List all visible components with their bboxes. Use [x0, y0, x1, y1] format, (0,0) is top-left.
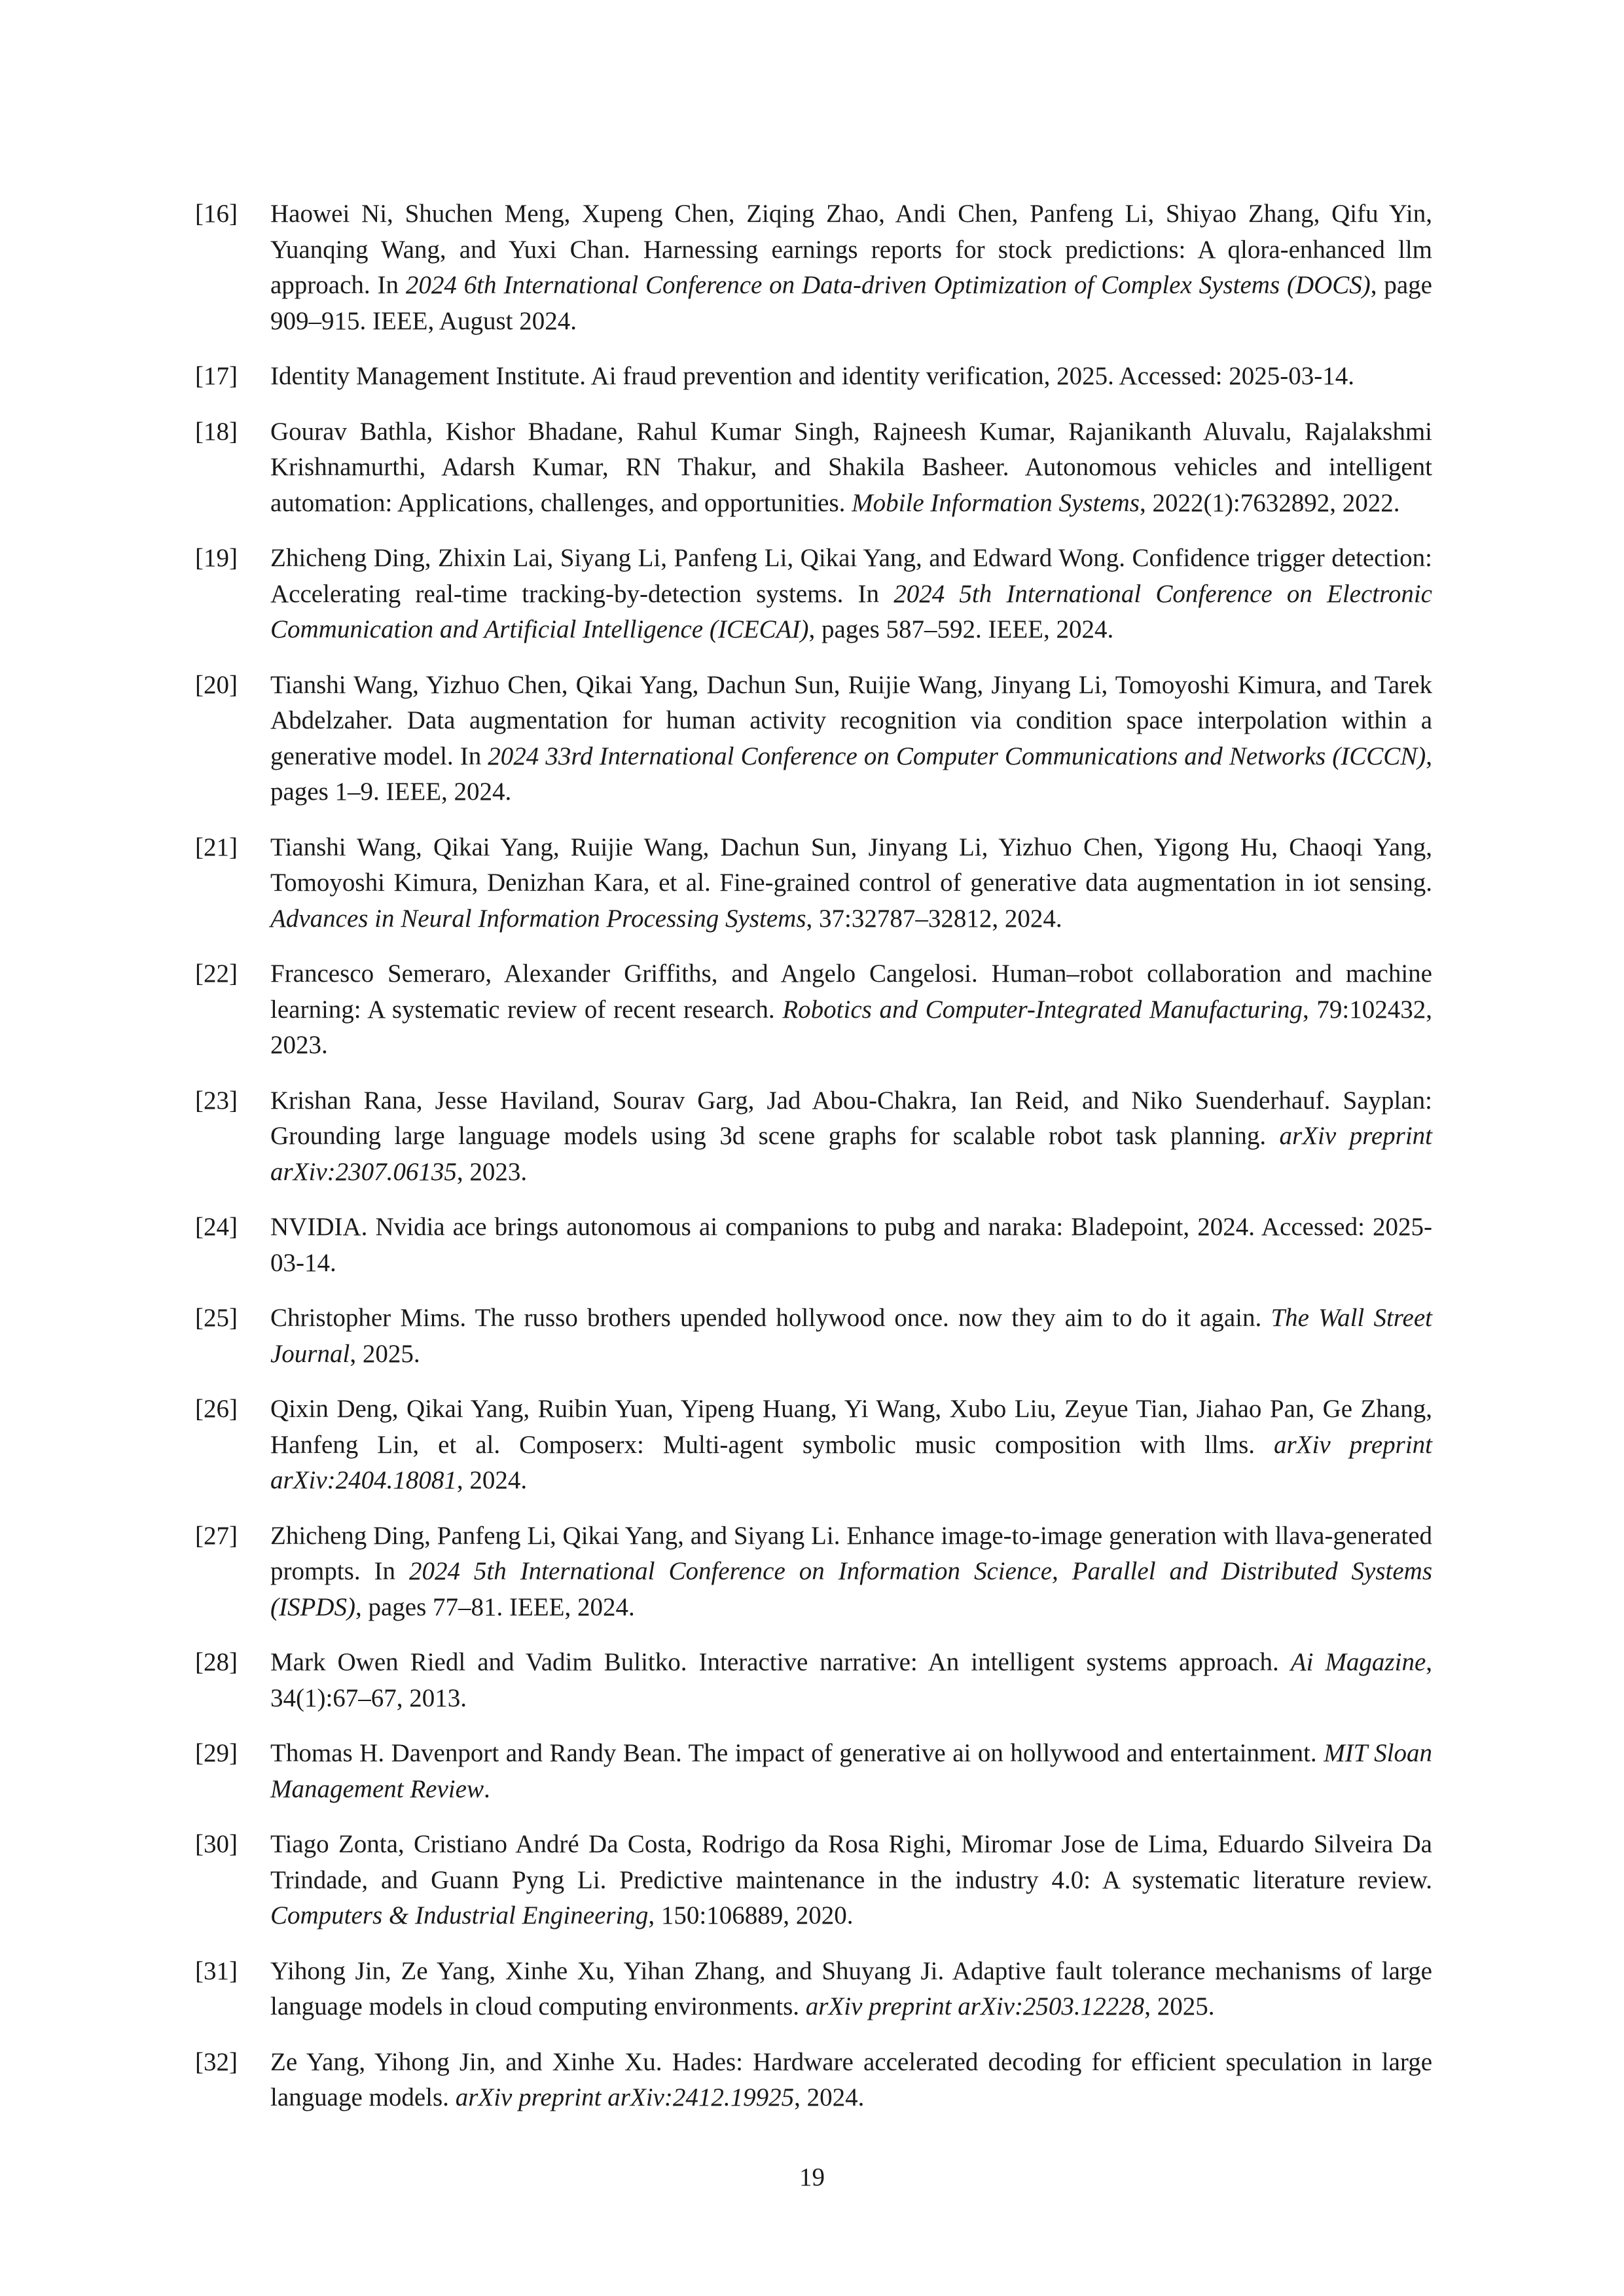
- reference-text: [270, 1518, 1432, 1626]
- reference-item: [195, 414, 1432, 522]
- reference-segment: , 37:32787–32812, 2024.: [806, 904, 1062, 933]
- reference-venue: MIT Sloan Management Review: [270, 1739, 1432, 1803]
- reference-number: [20]: [195, 670, 238, 699]
- reference-segment: , 79:102432, 2023.: [270, 995, 1432, 1059]
- reference-segment: , 2023.: [456, 1157, 528, 1186]
- reference-segment: Identity Management Institute. Ai fraud prevention and identity verification, 2025. Accessed: 2025-03-14.: [270, 362, 1354, 390]
- reference-segment: , 2022(1):7632892, 2022.: [1139, 488, 1400, 517]
- reference-text: [270, 1391, 1432, 1499]
- reference-item: [195, 1083, 1432, 1191]
- reference-number: [28]: [195, 1648, 238, 1676]
- reference-text: [270, 1083, 1432, 1191]
- reference-text: [270, 541, 1432, 648]
- reference-number: [18]: [195, 417, 238, 446]
- reference-item: [195, 1827, 1432, 1934]
- reference-text: [270, 956, 1432, 1064]
- reference-item: [195, 1954, 1432, 2025]
- reference-number: [25]: [195, 1304, 238, 1332]
- reference-segment: , 2024.: [794, 2083, 865, 2111]
- reference-number: [16]: [195, 200, 238, 228]
- reference-segment: Christopher Mims. The russo brothers upended hollywood once. now they aim to do it again.: [270, 1304, 1271, 1332]
- reference-item: [195, 196, 1432, 339]
- reference-text: [270, 1645, 1432, 1716]
- reference-segment: , page 909–915. IEEE, August 2024.: [270, 271, 1432, 335]
- reference-text: [270, 1827, 1432, 1934]
- reference-venue: Ai Magazine: [1290, 1648, 1426, 1676]
- reference-segment: , 2024.: [456, 1466, 528, 1494]
- reference-number: [17]: [195, 362, 238, 390]
- reference-number: [22]: [195, 960, 238, 988]
- reference-text: [270, 668, 1432, 810]
- reference-text: [270, 359, 1432, 395]
- reference-segment: Yihong Jin, Ze Yang, Xinhe Xu, Yihan Zhang, and Shuyang Ji. Adaptive fault tolerance mechanisms of large language models in cloud computing environments.: [270, 1956, 1432, 2020]
- reference-segment: Haowei Ni, Shuchen Meng, Xupeng Chen, Ziqing Zhao, Andi Chen, Panfeng Li, Shiyao Zhang, Qifu Yin, Yuanqing Wang, and Yuxi Chan. Harnessing earnings reports for stock predictions: A qlora-enhanced llm approach. In: [270, 200, 1432, 299]
- reference-venue: arXiv preprint arXiv:2412.19925: [455, 2083, 795, 2111]
- reference-venue: 2024 5th International Conference on Information Science, Parallel and Distributed Systems (ISPDS): [270, 1557, 1433, 1621]
- reference-number: [21]: [195, 833, 238, 861]
- reference-number: [29]: [195, 1739, 238, 1767]
- reference-number: [19]: [195, 544, 238, 572]
- reference-item: [195, 1518, 1432, 1626]
- reference-segment: Mark Owen Riedl and Vadim Bulitko. Interactive narrative: An intelligent systems approach.: [270, 1648, 1291, 1676]
- reference-item: [195, 668, 1432, 810]
- reference-number: [30]: [195, 1830, 238, 1858]
- reference-segment: NVIDIA. Nvidia ace brings autonomous ai companions to pubg and naraka: Bladepoint, 2024. Accessed: 2025-03-14.: [270, 1213, 1432, 1277]
- reference-segment: , pages 77–81. IEEE, 2024.: [355, 1592, 635, 1621]
- reference-item: [195, 1300, 1432, 1372]
- reference-segment: , pages 1–9. IEEE, 2024.: [270, 742, 1432, 806]
- reference-segment: Zhicheng Ding, Zhixin Lai, Siyang Li, Panfeng Li, Qikai Yang, and Edward Wong. Confidence trigger detection: Accelerating real-time tracking-by-detection systems. In: [270, 544, 1432, 608]
- reference-text: [270, 1210, 1432, 1281]
- reference-segment: , 34(1):67–67, 2013.: [270, 1648, 1433, 1712]
- reference-segment: .: [483, 1774, 490, 1803]
- reference-venue: arXiv preprint arXiv:2503.12228: [805, 1992, 1145, 2020]
- reference-text: [270, 1300, 1432, 1372]
- reference-text: [270, 830, 1432, 937]
- reference-segment: Tiago Zonta, Cristiano André Da Costa, Rodrigo da Rosa Righi, Miromar Jose de Lima, Eduardo Silveira Da Trindade, and Guann Pyng Li. Predictive maintenance in the industry 4.0: A systematic literature review.: [270, 1830, 1432, 1894]
- reference-item: [195, 541, 1432, 648]
- reference-number: [24]: [195, 1213, 238, 1241]
- reference-segment: , 150:106889, 2020.: [648, 1901, 854, 1929]
- reference-segment: Qixin Deng, Qikai Yang, Ruibin Yuan, Yipeng Huang, Yi Wang, Xubo Liu, Zeyue Tian, Jiahao Pan, Ge Zhang, Hanfeng Lin, et al. Composerx: Multi-agent symbolic music composition with llms.: [270, 1395, 1432, 1459]
- reference-venue: 2024 6th International Conference on Data-driven Optimization of Complex Systems (DOCS): [405, 271, 1371, 299]
- reference-venue: arXiv preprint arXiv:2307.06135: [270, 1122, 1432, 1186]
- reference-item: [195, 2045, 1432, 2116]
- reference-venue: 2024 33rd International Conference on Computer Communications and Networks (ICCCN): [488, 742, 1426, 770]
- reference-number: [27]: [195, 1521, 238, 1550]
- reference-venue: 2024 5th International Conference on Electronic Communication and Artificial Intelligence (ICECAI): [270, 579, 1432, 643]
- reference-venue: The Wall Street Journal: [270, 1304, 1432, 1368]
- reference-segment: , 2025.: [1144, 1992, 1215, 2020]
- reference-number: [23]: [195, 1086, 238, 1115]
- reference-venue: Advances in Neural Information Processing Systems: [270, 904, 806, 933]
- reference-item: [195, 956, 1432, 1064]
- reference-segment: Tianshi Wang, Qikai Yang, Ruijie Wang, Dachun Sun, Jinyang Li, Yizhuo Chen, Yigong Hu, Chaoqi Yang, Tomoyoshi Kimura, Denizhan Kara, et al. Fine-grained control of generative data augmentation in iot sensing.: [270, 833, 1432, 897]
- reference-venue: Computers & Industrial Engineering: [270, 1901, 649, 1929]
- reference-segment: Francesco Semeraro, Alexander Griffiths, and Angelo Cangelosi. Human–robot collaboration and machine learning: A systematic review of recent research.: [270, 960, 1432, 1024]
- reference-segment: , pages 587–592. IEEE, 2024.: [808, 615, 1114, 643]
- reference-segment: Ze Yang, Yihong Jin, and Xinhe Xu. Hades: Hardware accelerated decoding for efficient speculation in large language models.: [270, 2047, 1432, 2111]
- reference-venue: Mobile Information Systems: [852, 488, 1140, 517]
- reference-segment: Thomas H. Davenport and Randy Bean. The impact of generative ai on hollywood and entertainment.: [270, 1739, 1324, 1767]
- reference-text: [270, 1736, 1432, 1807]
- reference-number: [32]: [195, 2047, 238, 2076]
- reference-item: [195, 830, 1432, 937]
- reference-segment: Zhicheng Ding, Panfeng Li, Qikai Yang, and Siyang Li. Enhance image-to-image generation with llava-generated prompts. In: [270, 1521, 1432, 1585]
- reference-text: [270, 1954, 1432, 2025]
- page-number: 19: [799, 2163, 825, 2191]
- reference-item: [195, 1391, 1432, 1499]
- reference-text: [270, 2045, 1432, 2116]
- reference-segment: Tianshi Wang, Yizhuo Chen, Qikai Yang, Dachun Sun, Ruijie Wang, Jinyang Li, Tomoyoshi Kimura, and Tarek Abdelzaher. Data augmentation for human activity recognition via condition space interpolation within a generative model. In: [270, 670, 1432, 770]
- reference-item: [195, 359, 1432, 395]
- reference-number: [31]: [195, 1956, 238, 1985]
- reference-segment: Gourav Bathla, Kishor Bhadane, Rahul Kumar Singh, Rajneesh Kumar, Rajanikanth Aluvalu, Rajalakshmi Krishnamurthi, Adarsh Kumar, RN Thakur, and Shakila Basheer. Autonomous vehicles and intelligent automation: Applications, challenges, and opportunities.: [270, 417, 1432, 517]
- reference-venue: arXiv preprint arXiv:2404.18081: [270, 1430, 1432, 1494]
- reference-item: [195, 1210, 1432, 1281]
- reference-segment: Krishan Rana, Jesse Haviland, Sourav Garg, Jad Abou-Chakra, Ian Reid, and Niko Suenderhauf. Sayplan: Grounding large language models using 3d scene graphs for scalable robot task planning.: [270, 1086, 1432, 1150]
- reference-text: [270, 196, 1432, 339]
- reference-venue: Robotics and Computer-Integrated Manufacturing: [782, 995, 1303, 1024]
- reference-segment: , 2025.: [350, 1339, 420, 1368]
- reference-item: [195, 1645, 1432, 1716]
- reference-number: [26]: [195, 1395, 238, 1423]
- reference-list: [195, 196, 1432, 2136]
- reference-text: [270, 414, 1432, 522]
- reference-item: [195, 1736, 1432, 1807]
